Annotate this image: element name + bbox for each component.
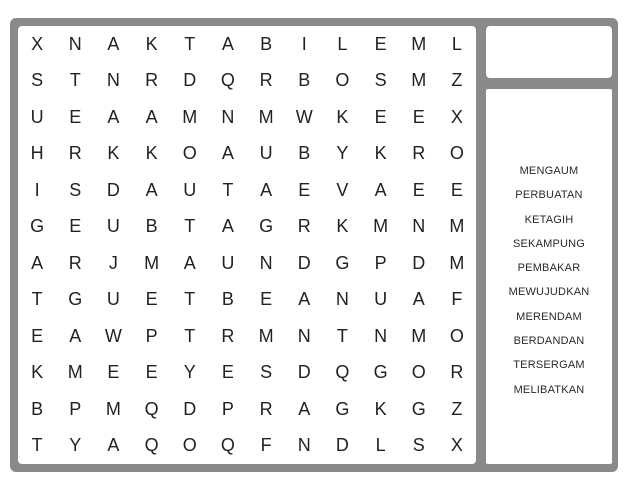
grid-cell[interactable]: E: [374, 33, 387, 54]
word-list-item: MELIBATKAN: [513, 383, 585, 396]
grid-cell[interactable]: N: [335, 289, 349, 310]
grid-cell[interactable]: R: [450, 362, 464, 383]
grid-cell[interactable]: W: [295, 106, 313, 127]
grid-cell[interactable]: G: [335, 252, 350, 273]
grid-cell[interactable]: T: [222, 179, 234, 200]
grid-cell[interactable]: B: [298, 70, 311, 91]
word-list-item: MENGAUM: [519, 165, 579, 177]
grid-cell[interactable]: U: [374, 289, 388, 310]
grid-cell[interactable]: A: [221, 33, 234, 54]
grid-cell[interactable]: O: [182, 435, 197, 456]
grid-cell[interactable]: G: [335, 398, 350, 419]
grid-cell[interactable]: A: [31, 252, 44, 273]
grid-cell[interactable]: T: [69, 70, 81, 91]
grid-cell[interactable]: A: [298, 398, 311, 419]
grid-cell[interactable]: B: [298, 143, 311, 164]
grid-cell[interactable]: S: [374, 70, 387, 91]
grid-cell[interactable]: R: [68, 143, 82, 164]
grid-cell[interactable]: R: [259, 70, 273, 91]
grid-cell[interactable]: N: [259, 252, 273, 273]
grid-cell[interactable]: O: [449, 325, 464, 346]
grid-cell[interactable]: A: [183, 252, 196, 273]
grid-cell[interactable]: E: [69, 106, 82, 127]
grid-cell[interactable]: X: [31, 33, 44, 54]
grid-cell[interactable]: U: [106, 289, 120, 310]
grid-cell[interactable]: W: [104, 325, 122, 346]
grid-cell[interactable]: L: [451, 33, 462, 54]
grid-cell[interactable]: E: [412, 179, 425, 200]
grid-cell[interactable]: R: [412, 143, 426, 164]
grid-cell[interactable]: M: [258, 106, 274, 127]
grid-cell[interactable]: A: [145, 106, 158, 127]
grid-cell[interactable]: T: [184, 289, 196, 310]
word-list-item: SEKAMPUNG: [512, 237, 586, 250]
word-list-panel: [486, 89, 612, 464]
grid-cell[interactable]: E: [107, 362, 120, 383]
grid-cell[interactable]: T: [31, 435, 43, 456]
grid-cell[interactable]: G: [411, 398, 426, 419]
grid-cell[interactable]: M: [144, 252, 160, 273]
word-list: [486, 159, 612, 402]
grid-cell[interactable]: Z: [451, 70, 463, 91]
grid-cell[interactable]: T: [336, 325, 348, 346]
grid-cell[interactable]: U: [106, 216, 120, 237]
grid-cell[interactable]: A: [221, 143, 234, 164]
grid-cell[interactable]: M: [411, 33, 427, 54]
grid-cell[interactable]: R: [221, 325, 235, 346]
grid-cell[interactable]: G: [373, 362, 388, 383]
grid-cell[interactable]: A: [107, 435, 120, 456]
grid-cell[interactable]: A: [298, 289, 311, 310]
word-list-item: TERSERGAM: [513, 359, 585, 372]
grid-cell[interactable]: O: [449, 143, 464, 164]
grid-cell[interactable]: A: [69, 325, 82, 346]
word-list-item: MEWUJUDKAN: [508, 286, 590, 299]
grid-cell[interactable]: L: [337, 33, 348, 54]
grid-cell[interactable]: T: [184, 33, 196, 54]
grid-cell[interactable]: A: [374, 179, 387, 200]
grid-cell[interactable]: N: [412, 216, 426, 237]
grid-cell[interactable]: P: [69, 398, 82, 419]
grid-cell[interactable]: D: [335, 435, 349, 456]
grid-cell[interactable]: U: [30, 106, 44, 127]
grid-cell[interactable]: M: [373, 216, 389, 237]
letter-grid-panel: [18, 26, 476, 464]
grid-cell[interactable]: Y: [69, 435, 82, 456]
grid-cell[interactable]: Y: [183, 362, 196, 383]
grid-cell[interactable]: M: [411, 70, 427, 91]
grid-cell[interactable]: N: [221, 106, 235, 127]
grid-cell[interactable]: P: [221, 398, 234, 419]
grid-cell[interactable]: S: [31, 70, 44, 91]
grid-cell[interactable]: D: [297, 362, 311, 383]
grid-cell[interactable]: N: [374, 325, 388, 346]
grid-cell[interactable]: N: [68, 33, 82, 54]
grid-cell[interactable]: X: [450, 435, 463, 456]
grid-cell[interactable]: O: [411, 362, 426, 383]
grid-cell[interactable]: K: [374, 398, 387, 419]
grid-cell[interactable]: K: [145, 143, 158, 164]
grid-cell[interactable]: D: [183, 70, 197, 91]
grid-cell[interactable]: N: [297, 325, 311, 346]
grid-cell[interactable]: P: [145, 325, 158, 346]
word-list-item: PEMBAKAR: [517, 262, 581, 275]
word-list-item: KETAGIH: [524, 213, 574, 226]
grid-cell[interactable]: T: [184, 216, 196, 237]
grid-cell[interactable]: Q: [220, 70, 235, 91]
word-list-item: BERDANDAN: [513, 335, 585, 348]
grid-cell[interactable]: M: [258, 325, 274, 346]
grid-cell[interactable]: A: [145, 179, 158, 200]
grid-cell[interactable]: A: [107, 106, 120, 127]
grid-cell[interactable]: D: [412, 252, 426, 273]
grid-cell[interactable]: O: [182, 143, 197, 164]
grid-cell[interactable]: E: [374, 106, 387, 127]
grid-cell[interactable]: U: [221, 252, 235, 273]
letter-grid: [18, 26, 476, 464]
grid-cell[interactable]: V: [336, 179, 349, 200]
grid-cell[interactable]: R: [259, 398, 273, 419]
grid-cell[interactable]: A: [260, 179, 273, 200]
grid-cell[interactable]: Q: [144, 435, 159, 456]
grid-cell[interactable]: S: [69, 179, 82, 200]
grid-cell[interactable]: E: [450, 179, 463, 200]
grid-cell[interactable]: B: [31, 398, 44, 419]
grid-cell[interactable]: K: [336, 216, 349, 237]
grid-cell[interactable]: T: [31, 289, 43, 310]
grid-cell[interactable]: K: [107, 143, 120, 164]
grid-cell[interactable]: S: [412, 435, 425, 456]
grid-cell[interactable]: K: [145, 33, 158, 54]
grid-cell[interactable]: S: [260, 362, 273, 383]
grid-cell[interactable]: G: [68, 289, 83, 310]
grid-cell[interactable]: K: [374, 143, 387, 164]
grid-cell[interactable]: Y: [336, 143, 349, 164]
grid-cell[interactable]: Q: [220, 435, 235, 456]
grid-cell[interactable]: F: [260, 435, 272, 456]
grid-cell[interactable]: M: [449, 216, 465, 237]
grid-cell[interactable]: E: [260, 289, 273, 310]
grid-cell[interactable]: R: [145, 70, 159, 91]
grid-cell[interactable]: G: [259, 216, 274, 237]
grid-cell[interactable]: M: [411, 325, 427, 346]
grid-cell[interactable]: R: [297, 216, 311, 237]
grid-cell[interactable]: E: [31, 325, 44, 346]
grid-cell[interactable]: D: [106, 179, 120, 200]
word-list-item: PERBUATAN: [515, 189, 583, 202]
grid-cell[interactable]: H: [30, 143, 44, 164]
grid-cell[interactable]: J: [108, 252, 118, 273]
grid-cell[interactable]: N: [297, 435, 311, 456]
grid-cell[interactable]: A: [412, 289, 425, 310]
grid-cell[interactable]: I: [34, 179, 40, 200]
grid-cell[interactable]: D: [297, 252, 311, 273]
grid-cell[interactable]: Z: [451, 398, 463, 419]
grid-cell[interactable]: N: [106, 70, 120, 91]
grid-cell[interactable]: D: [183, 398, 197, 419]
grid-cell[interactable]: I: [301, 33, 307, 54]
grid-cell[interactable]: T: [184, 325, 196, 346]
grid-cell[interactable]: E: [145, 289, 158, 310]
grid-cell[interactable]: E: [221, 362, 234, 383]
grid-cell[interactable]: P: [374, 252, 387, 273]
grid-cell[interactable]: G: [30, 216, 45, 237]
word-list-item: MERENDAM: [516, 310, 582, 323]
grid-cell[interactable]: A: [221, 216, 234, 237]
grid-cell[interactable]: B: [260, 33, 273, 54]
grid-cell[interactable]: B: [145, 216, 158, 237]
grid-cell[interactable]: U: [259, 143, 273, 164]
grid-cell[interactable]: M: [67, 362, 83, 383]
grid-cell[interactable]: E: [412, 106, 425, 127]
grid-cell[interactable]: Q: [144, 398, 159, 419]
grid-cell[interactable]: E: [298, 179, 311, 200]
grid-cell[interactable]: K: [31, 362, 44, 383]
grid-cell[interactable]: Q: [335, 362, 350, 383]
found-words-box: [486, 26, 612, 78]
grid-cell[interactable]: K: [336, 106, 349, 127]
grid-cell[interactable]: M: [105, 398, 121, 419]
grid-cell[interactable]: M: [449, 252, 465, 273]
grid-cell[interactable]: X: [450, 106, 463, 127]
grid-cell[interactable]: L: [375, 435, 386, 456]
grid-cell[interactable]: O: [335, 70, 350, 91]
grid-cell[interactable]: F: [451, 289, 463, 310]
grid-cell[interactable]: B: [221, 289, 234, 310]
grid-cell[interactable]: A: [107, 33, 120, 54]
grid-cell[interactable]: E: [69, 216, 82, 237]
grid-cell[interactable]: E: [145, 362, 158, 383]
grid-cell[interactable]: U: [183, 179, 197, 200]
grid-cell[interactable]: R: [68, 252, 82, 273]
grid-cell[interactable]: M: [182, 106, 198, 127]
